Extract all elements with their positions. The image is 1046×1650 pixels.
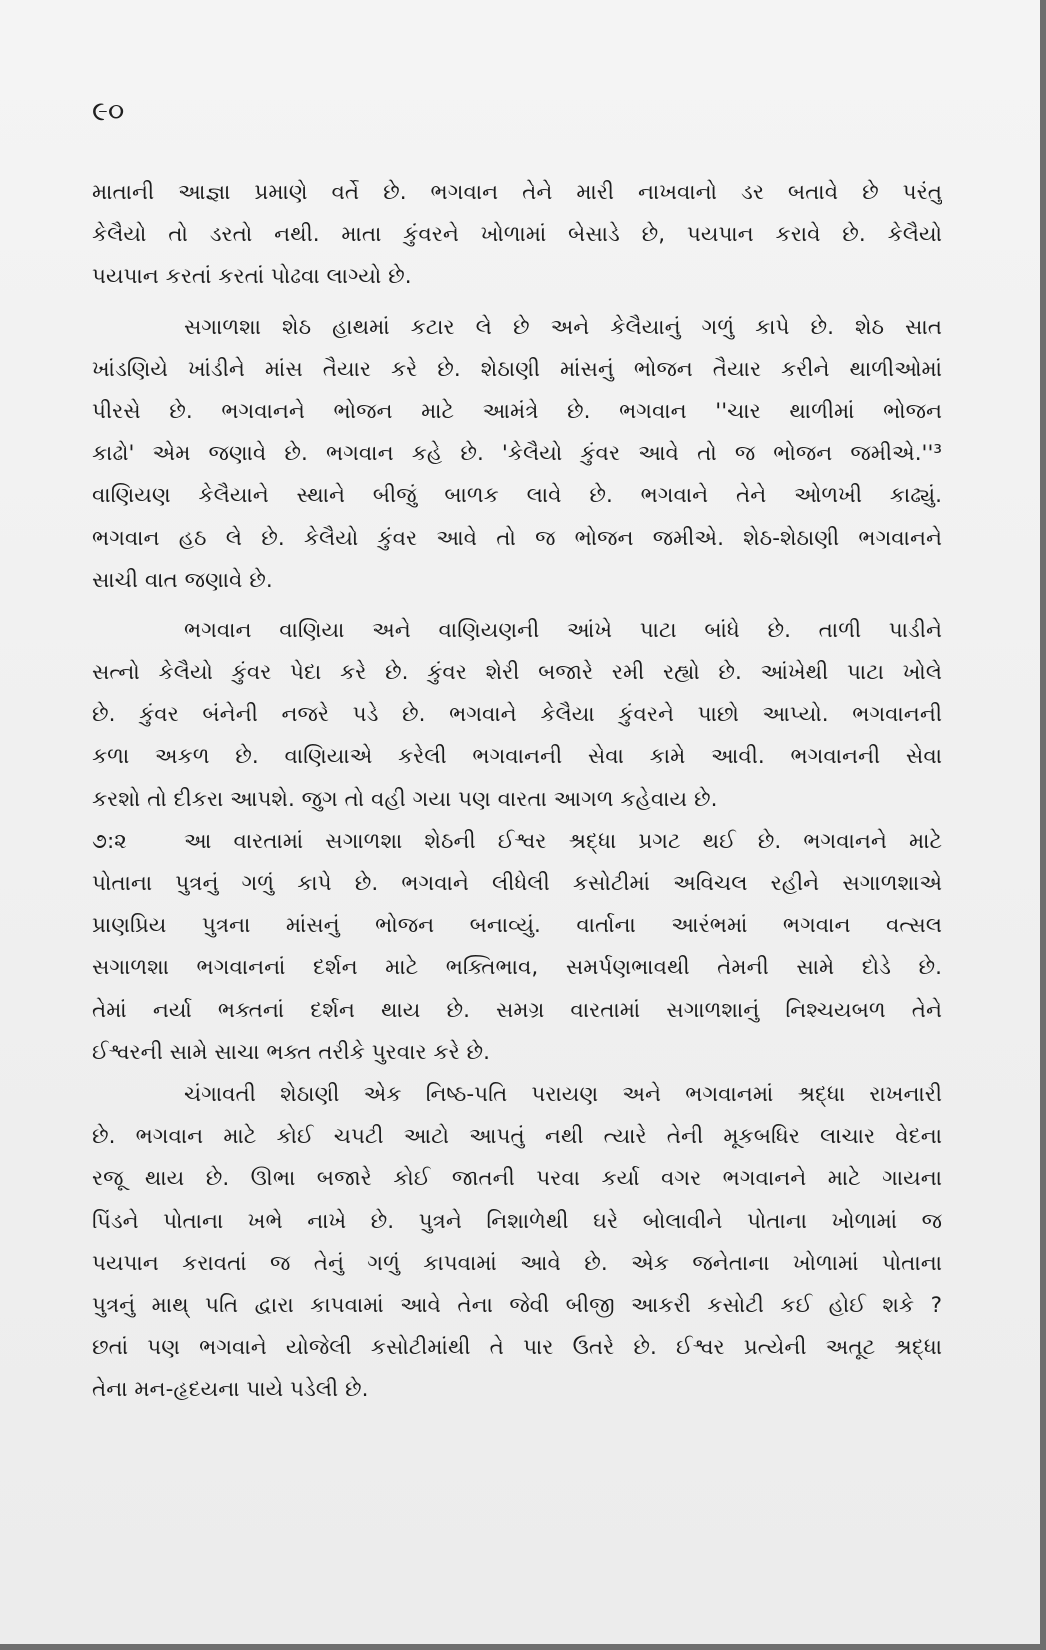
text-line: ભગવાન વાણિયા અને વાણિયણની આંખે પાટા બાંધે છે. તાળી પાડીને [184, 617, 942, 643]
text-line [92, 821, 942, 863]
text-line: તેમાં નર્યા ભક્તનાં દર્શન થાય છે. સમગ્ર વારતામાં સગાળશાનું નિશ્ચયબળ તેને [92, 997, 942, 1023]
text-line: ખાંડણિયે ખાંડીને માંસ તૈયાર કરે છે. શેઠાણી માંસનું ભોજન તૈયાર કરીને થાળીઓમાં [92, 356, 942, 382]
text-line: કાઢો' એમ જણાવે છે. ભગવાન કહે છે. 'કેલૈયો કુંવર આવે તો જ ભોજન જમીએ.''³ [92, 441, 942, 467]
body-text [92, 172, 942, 1411]
text-line: ચંગાવતી શેઠાણી એક નિષ્ઠ-પતિ પરાયણ અને ભગવાનમાં શ્રદ્ધા રાખનારી [184, 1081, 942, 1107]
text-line: કેલૈયો તો ડરતો નથી. માતા કુંવરને ખોળામાં બેસાડે છે, પયપાન કરાવે છે. કેલૈયો [92, 222, 942, 248]
text-line: છે. કુંવર બંનેની નજરે પડે છે. ભગવાને કેલૈયા કુંવરને પાછો આપ્યો. ભગવાનની [92, 702, 942, 728]
paragraph [92, 307, 942, 602]
text-line: પુત્રનું માથ્ પતિ દ્વારા કાપવામાં આવે તેના જેવી બીજી આકરી કસોટી કઈ હોઈ શકે ? [92, 1292, 942, 1318]
text-line: છે. ભગવાન માટે કોઈ ચપટી આટો આપતું નથી ત્યારે તેની મૂકબધિર લાચાર વેદના [92, 1124, 942, 1150]
paragraph [92, 821, 942, 1074]
text-line: કળા અકળ છે. વાણિયાએ કરેલી ભગવાનની સેવા કામે આવી. ભગવાનની સેવા [92, 744, 942, 770]
paragraph [92, 1074, 942, 1412]
text-line: કરશો તો દીકરા આપશે. જુગ તો વહી ગયા પણ વારતા આગળ કહેવાય છે. [92, 786, 718, 812]
text-line: તેના મન-હૃદયના પાયે પડેલી છે. [92, 1377, 369, 1403]
text-line: સગાળશા ભગવાનનાં દર્શન માટે ભક્તિભાવ, સમર્પણભાવથી તેમની સામે દોડે છે. [92, 955, 942, 981]
text-line: સત્નો કેલૈયો કુંવર પેદા કરે છે. કુંવર શેરી બજારે રમી રહ્યો છે. આંખેથી પાટા ખોલે [92, 660, 942, 686]
text-line: સગાળશા શેઠ હાથમાં કટાર લે છે અને કેલૈયાનું ગળું કાપે છે. શેઠ સાત [184, 314, 942, 340]
text-line: સાચી વાત જણાવે છે. [92, 567, 273, 593]
text-line: વાણિયણ કેલૈયાને સ્થાને બીજું બાળક લાવે છે. ભગવાને તેને ઓળખી કાઢ્યું. [92, 483, 942, 509]
paragraph [92, 172, 942, 299]
text-line: પયપાન કરતાં કરતાં પોઢવા લાગ્યો છે. [92, 264, 412, 290]
section-number: ૭:૨ [92, 828, 127, 854]
text-line: માતાની આજ્ઞા પ્રમાણે વર્તે છે. ભગવાન તેને મારી નાખવાનો ડર બતાવે છે પરંતુ [92, 180, 942, 205]
text-line: પિંડને પોતાના ખભે નાખે છે. પુત્રને નિશાળેથી ઘરે બોલાવીને પોતાના ખોળામાં જ [92, 1208, 942, 1234]
text-line: રજૂ થાય છે. ઊભા બજારે કોઈ જાતની પરવા કર્યા વગર ભગવાનને માટે ગાયના [92, 1166, 942, 1192]
text-line: ઈશ્વરની સામે સાચા ભક્ત તરીકે પુરવાર કરે છે. [92, 1039, 490, 1065]
text-line: ભગવાન હઠ લે છે. કેલૈયો કુંવર આવે તો જ ભોજન જમીએ. શેઠ-શેઠાણી ભગવાનને [92, 525, 942, 551]
text-line: છતાં પણ ભગવાને યોજેલી કસોટીમાંથી તે પાર ઉતરે છે. ઈશ્વર પ્રત્યેની અતૂટ શ્રદ્ધા [92, 1335, 942, 1361]
text-line-content: આ વારતામાં સગાળશા શેઠની ઈશ્વર શ્રદ્ધા પ્રગટ થઈ છે. ભગવાનને માટે [184, 828, 942, 854]
text-line: પયપાન કરાવતાં જ તેનું ગળું કાપવામાં આવે છે. એક જનેતાના ખોળામાં પોતાના [92, 1250, 942, 1276]
text-line: પ્રાણપ્રિય પુત્રના માંસનું ભોજન બનાવ્યું. વાર્તાના આરંભમાં ભગવાન વત્સલ [92, 913, 942, 939]
text-line: પીરસે છે. ભગવાનને ભોજન માટે આમંત્રે છે. ભગવાન ''ચાર થાળીમાં ભોજન [92, 398, 942, 424]
text-line: પોતાના પુત્રનું ગળું કાપે છે. ભગવાને લીધેલી કસોટીમાં અવિચલ રહીને સગાળશાએ [92, 871, 942, 896]
page-number: ૯૦ [92, 96, 125, 127]
paragraph [92, 610, 942, 821]
